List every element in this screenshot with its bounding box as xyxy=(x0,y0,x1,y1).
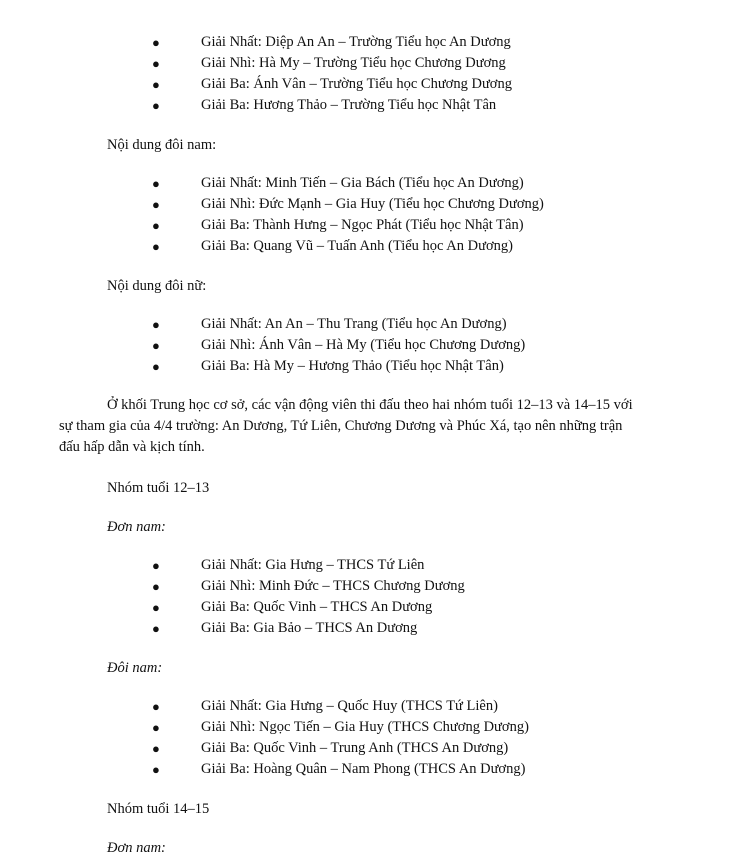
secondary-intro-line-2: sự tham gia của 4/4 trường: An Dương, Tứ Liên, Chương Dương và Phúc Xá, tạo nên những trận xyxy=(59,418,623,434)
list-item: ● Giải Ba: Hoàng Quân – Nam Phong (THCS An Dương) xyxy=(0,759,740,780)
bullet-icon: ● xyxy=(152,98,160,113)
list-item: ● Giải Ba: Hà My – Hương Thảo (Tiểu học Nhật Tân) xyxy=(0,356,740,377)
age-12-13-mens-doubles-heading: Đôi nam: xyxy=(107,660,163,676)
age-12-13-mens-singles-heading: Đơn nam: xyxy=(107,519,166,535)
bullet-icon: ● xyxy=(152,176,160,191)
list-item: ● Giải Nhất: Gia Hưng – Quốc Huy (THCS Tứ Liên) xyxy=(0,696,740,717)
list-item: ● Giải Nhất: Diệp An An – Trường Tiểu học An Dương xyxy=(0,32,740,53)
bullet-icon: ● xyxy=(152,35,160,50)
list-item: ● Giải Nhì: Hà My – Trường Tiểu học Chương Dương xyxy=(0,53,740,74)
bullet-icon: ● xyxy=(152,600,160,615)
bullet-icon: ● xyxy=(152,56,160,71)
primary-mens-doubles-list xyxy=(0,173,740,257)
bullet-icon: ● xyxy=(152,558,160,573)
bullet-icon: ● xyxy=(152,699,160,714)
list-item: ● Giải Ba: Ánh Vân – Trường Tiểu học Chương Dương xyxy=(0,74,740,95)
list-item: ● Giải Nhất: Minh Tiến – Gia Bách (Tiểu học An Dương) xyxy=(0,173,740,194)
primary-mens-doubles-heading: Nội dung đôi nam: xyxy=(107,137,217,153)
bullet-icon: ● xyxy=(152,338,160,353)
bullet-icon: ● xyxy=(152,579,160,594)
list-item: ● Giải Ba: Quốc Vinh – Trung Anh (THCS An Dương) xyxy=(0,738,740,759)
secondary-intro-line-3: đấu hấp dẫn và kịch tính. xyxy=(59,439,205,455)
list-item: ● Giải Nhất: Gia Hưng – THCS Tứ Liên xyxy=(0,555,740,576)
age-12-13-mens-doubles-list xyxy=(0,696,740,780)
list-item: ● Giải Ba: Gia Bảo – THCS An Dương xyxy=(0,618,740,639)
list-item: ● Giải Nhì: Minh Đức – THCS Chương Dương xyxy=(0,576,740,597)
bullet-icon: ● xyxy=(152,218,160,233)
bullet-icon: ● xyxy=(152,720,160,735)
bullet-icon: ● xyxy=(152,741,160,756)
bullet-icon: ● xyxy=(152,762,160,777)
list-item: ● Giải Ba: Thành Hưng – Ngọc Phát (Tiểu học Nhật Tân) xyxy=(0,215,740,236)
list-item: ● Giải Ba: Hương Thảo – Trường Tiểu học Nhật Tân xyxy=(0,95,740,116)
age-group-12-13-heading: Nhóm tuổi 12–13 xyxy=(107,480,210,496)
bullet-icon: ● xyxy=(152,77,160,92)
primary-womens-doubles-heading: Nội dung đôi nữ: xyxy=(107,278,207,294)
age-group-14-15-heading: Nhóm tuổi 14–15 xyxy=(107,801,210,817)
secondary-intro-line-1: Ở khối Trung học cơ sở, các vận động viên thi đấu theo hai nhóm tuổi 12–13 và 14–15 với xyxy=(107,397,633,413)
list-item: ● Giải Nhì: Đức Mạnh – Gia Huy (Tiểu học Chương Dương) xyxy=(0,194,740,215)
list-item: ● Giải Nhì: Ánh Vân – Hà My (Tiểu học Chương Dương) xyxy=(0,335,740,356)
primary-womens-doubles-list xyxy=(0,314,740,377)
bullet-icon: ● xyxy=(152,197,160,212)
bullet-icon: ● xyxy=(152,359,160,374)
list-item: ● Giải Ba: Quốc Vinh – THCS An Dương xyxy=(0,597,740,618)
primary-singles-results-list xyxy=(0,32,740,116)
list-item: ● Giải Nhất: An An – Thu Trang (Tiểu học An Dương) xyxy=(0,314,740,335)
list-item: ● Giải Nhì: Ngọc Tiến – Gia Huy (THCS Chương Dương) xyxy=(0,717,740,738)
bullet-icon: ● xyxy=(152,621,160,636)
list-item: ● Giải Ba: Quang Vũ – Tuấn Anh (Tiểu học An Dương) xyxy=(0,236,740,257)
bullet-icon: ● xyxy=(152,317,160,332)
bullet-icon: ● xyxy=(152,239,160,254)
age-12-13-mens-singles-list xyxy=(0,555,740,639)
age-14-15-mens-singles-heading: Đơn nam: xyxy=(107,840,166,856)
